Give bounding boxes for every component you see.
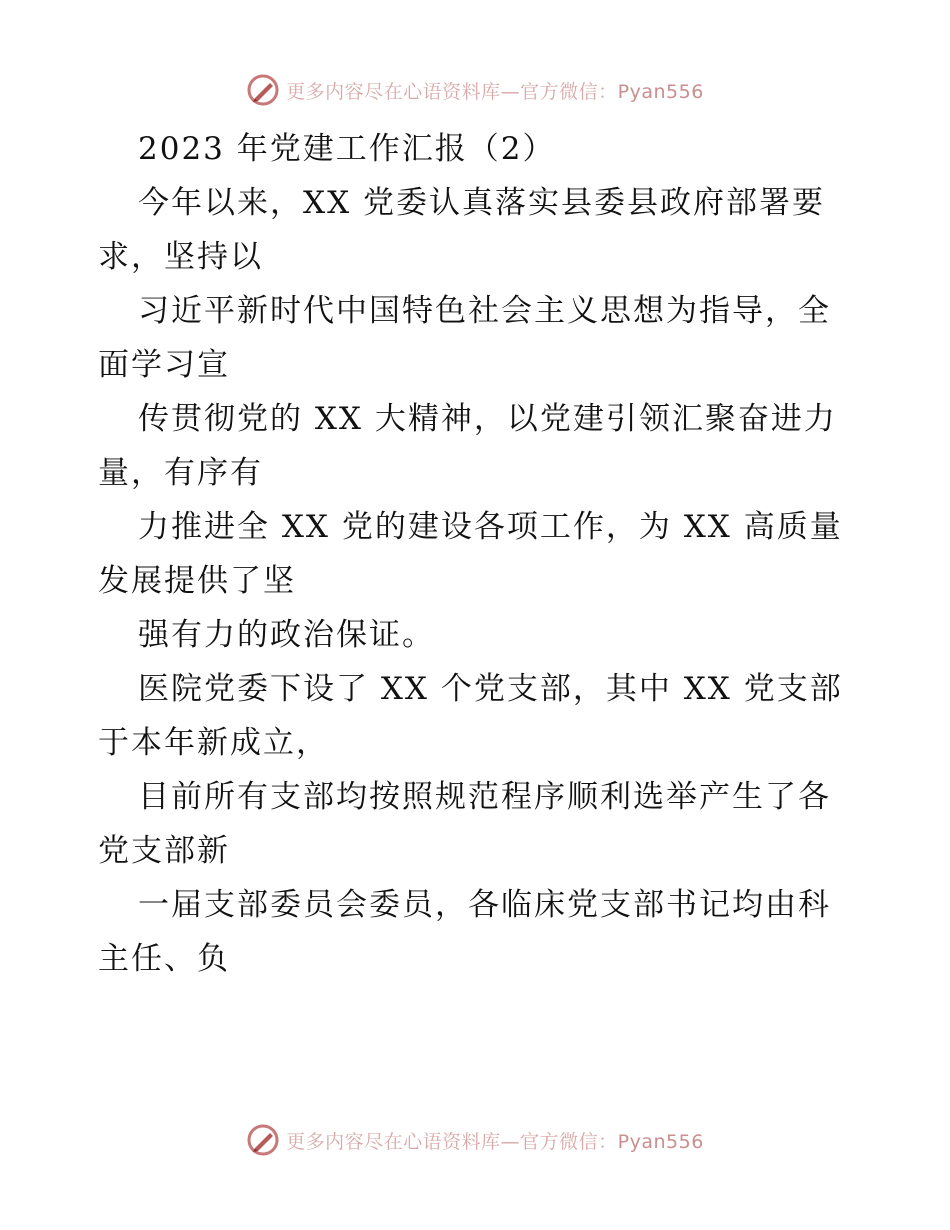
text-line: 党支部新 [98, 833, 230, 869]
document-title: 2023 年党建工作汇报（2） [138, 131, 556, 167]
text-line: 量，有序有 [98, 455, 263, 491]
text-line: 医院党委下设了 XX 个党支部，其中 XX 党支部 [138, 671, 843, 707]
watermark-banner-bottom [0, 1120, 950, 1160]
text-line: 力推进全 XX 党的建设各项工作，为 XX 高质量 [138, 509, 843, 545]
watermark-banner-top [0, 70, 950, 110]
text-line: 一届支部委员会委员，各临床党支部书记均由科 [138, 887, 831, 923]
text-line: 求，坚持以 [98, 239, 263, 275]
text-line: 目前所有支部均按照规范程序顺利选举产生了各 [138, 779, 831, 815]
text-line: 传贯彻党的 XX 大精神，以党建引领汇聚奋进力 [138, 401, 837, 437]
watermark-text: 更多内容尽在心语资料库—官方微信：Pyan556 [286, 80, 704, 103]
text-line: 今年以来，XX 党委认真落实县委县政府部署要 [138, 185, 825, 221]
text-line: 习近平新时代中国特色社会主义思想为指导，全 [138, 293, 831, 329]
text-line: 面学习宣 [98, 347, 230, 383]
document-body [98, 122, 858, 986]
text-line: 主任、负 [98, 941, 230, 977]
text-line: 强有力的政治保证。 [138, 617, 435, 653]
text-line: 发展提供了坚 [98, 563, 296, 599]
text-line: 于本年新成立， [98, 725, 329, 761]
watermark-text: 更多内容尽在心语资料库—官方微信：Pyan556 [286, 1130, 704, 1153]
pen-logo-icon [246, 1123, 280, 1157]
pen-logo-icon [246, 73, 280, 107]
